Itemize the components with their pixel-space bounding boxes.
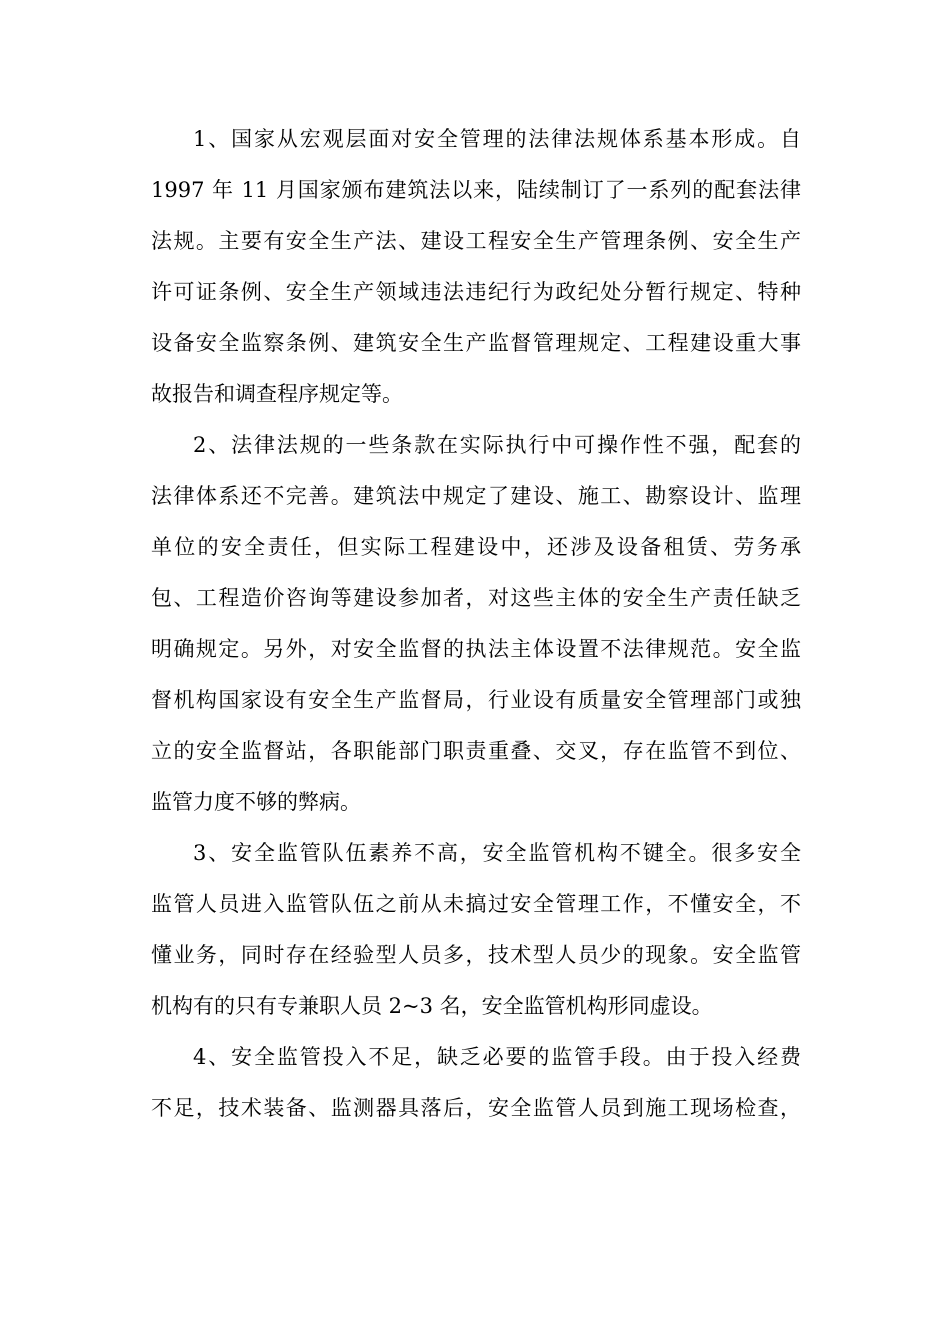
- paragraph-line: 懂业务，同时存在经验型人员多，技术型人员少的现象。安全监管: [151, 943, 801, 967]
- paragraph-line: 监管力度不够的弊病。: [151, 790, 361, 814]
- paragraph-line: 包、工程造价咨询等建设参加者，对这些主体的安全生产责任缺乏: [151, 586, 801, 610]
- paragraph-line: 法律体系还不完善。建筑法中规定了建设、施工、勘察设计、监理: [151, 484, 801, 508]
- paragraph-line: 1、国家从宏观层面对安全管理的法律法规体系基本形成。自: [193, 127, 801, 151]
- paragraph-line: 1997 年 11 月国家颁布建筑法以来，陆续制订了一系列的配套法律: [151, 178, 801, 202]
- paragraph-1: [151, 114, 801, 420]
- paragraph-line: 2、法律法规的一些条款在实际执行中可操作性不强，配套的: [193, 433, 801, 457]
- paragraph-line: 设备安全监察条例、建筑安全生产监督管理规定、工程建设重大事: [151, 331, 801, 355]
- paragraph-line: 立的安全监督站，各职能部门职责重叠、交叉，存在监管不到位、: [151, 739, 801, 763]
- paragraph-line: 机构有的只有专兼职人员 2~3 名，安全监管机构形同虚设。: [151, 994, 713, 1018]
- paragraph-3: [151, 828, 801, 1032]
- paragraph-line: 许可证条例、安全生产领域违法违纪行为政纪处分暂行规定、特种: [151, 280, 801, 304]
- paragraph-line: 4、安全监管投入不足，缺乏必要的监管手段。由于投入经费: [193, 1045, 801, 1069]
- paragraph-line: 监管人员进入监管队伍之前从未搞过安全管理工作，不懂安全，不: [151, 892, 801, 916]
- document-body: [151, 114, 801, 1134]
- paragraph-line: 不足，技术装备、监测器具落后，安全监管人员到施工现场检查，: [151, 1096, 801, 1120]
- paragraph-2: [151, 420, 801, 828]
- paragraph-4: [151, 1032, 801, 1134]
- paragraph-line: 故报告和调查程序规定等。: [151, 382, 403, 406]
- paragraph-line: 单位的安全责任，但实际工程建设中，还涉及设备租赁、劳务承: [151, 535, 801, 559]
- paragraph-line: 3、安全监管队伍素养不高，安全监管机构不键全。很多安全: [193, 841, 801, 865]
- paragraph-line: 明确规定。另外，对安全监督的执法主体设置不法律规范。安全监: [151, 637, 801, 661]
- paragraph-line: 督机构国家设有安全生产监督局，行业设有质量安全管理部门或独: [151, 688, 801, 712]
- paragraph-line: 法规。主要有安全生产法、建设工程安全生产管理条例、安全生产: [151, 229, 801, 253]
